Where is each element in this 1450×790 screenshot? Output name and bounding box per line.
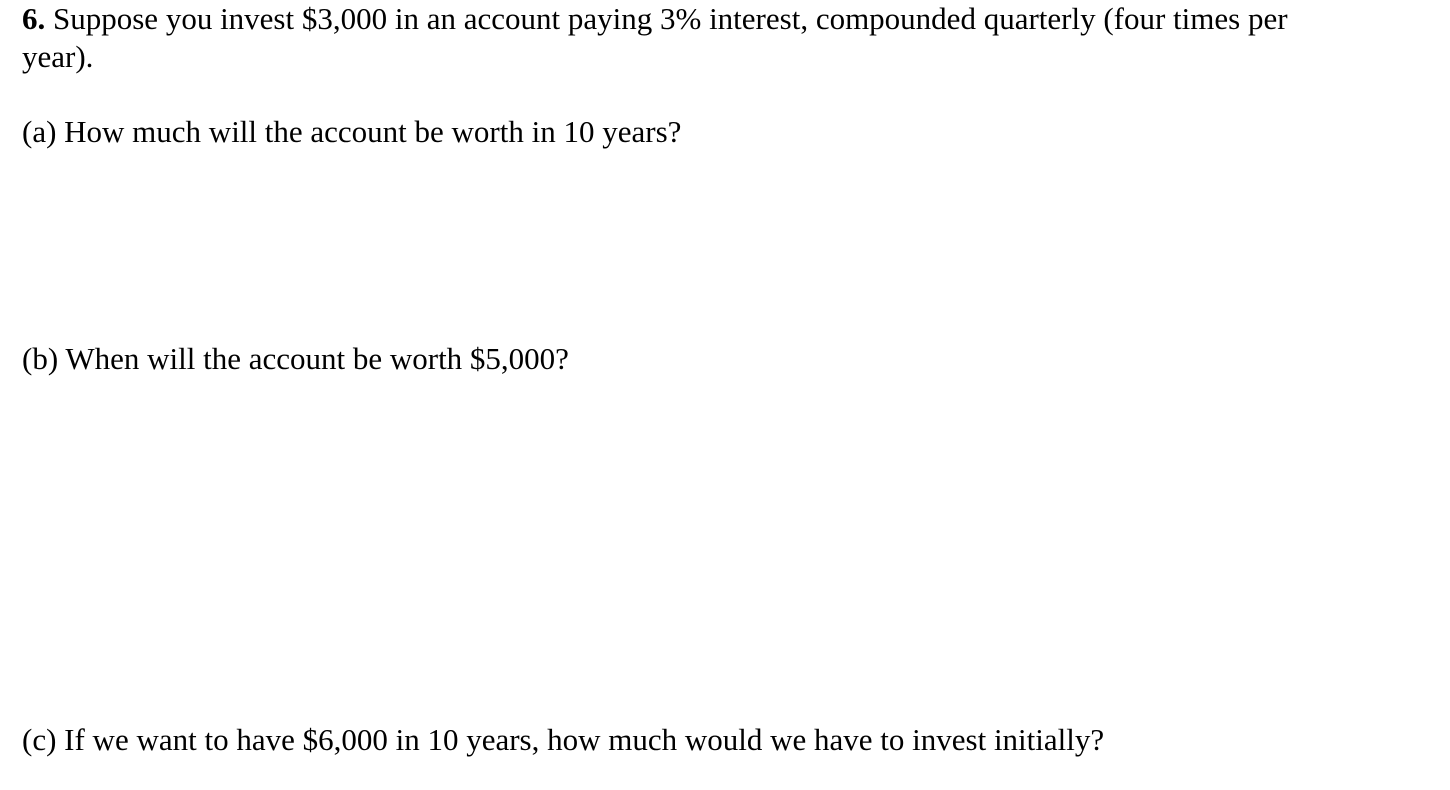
question-part-b: (b) When will the account be worth $5,000? bbox=[22, 341, 569, 376]
question-part-a: (a) How much will the account be worth in 10 years? bbox=[22, 114, 682, 149]
problem-statement bbox=[22, 0, 1332, 76]
problem-number: 6. bbox=[22, 1, 46, 36]
problem-text: Suppose you invest $3,000 in an account paying 3% interest, compounded quarterly (four times per year). bbox=[22, 1, 1288, 74]
question-part-c: (c) If we want to have $6,000 in 10 years, how much would we have to invest initially? bbox=[22, 722, 1105, 757]
